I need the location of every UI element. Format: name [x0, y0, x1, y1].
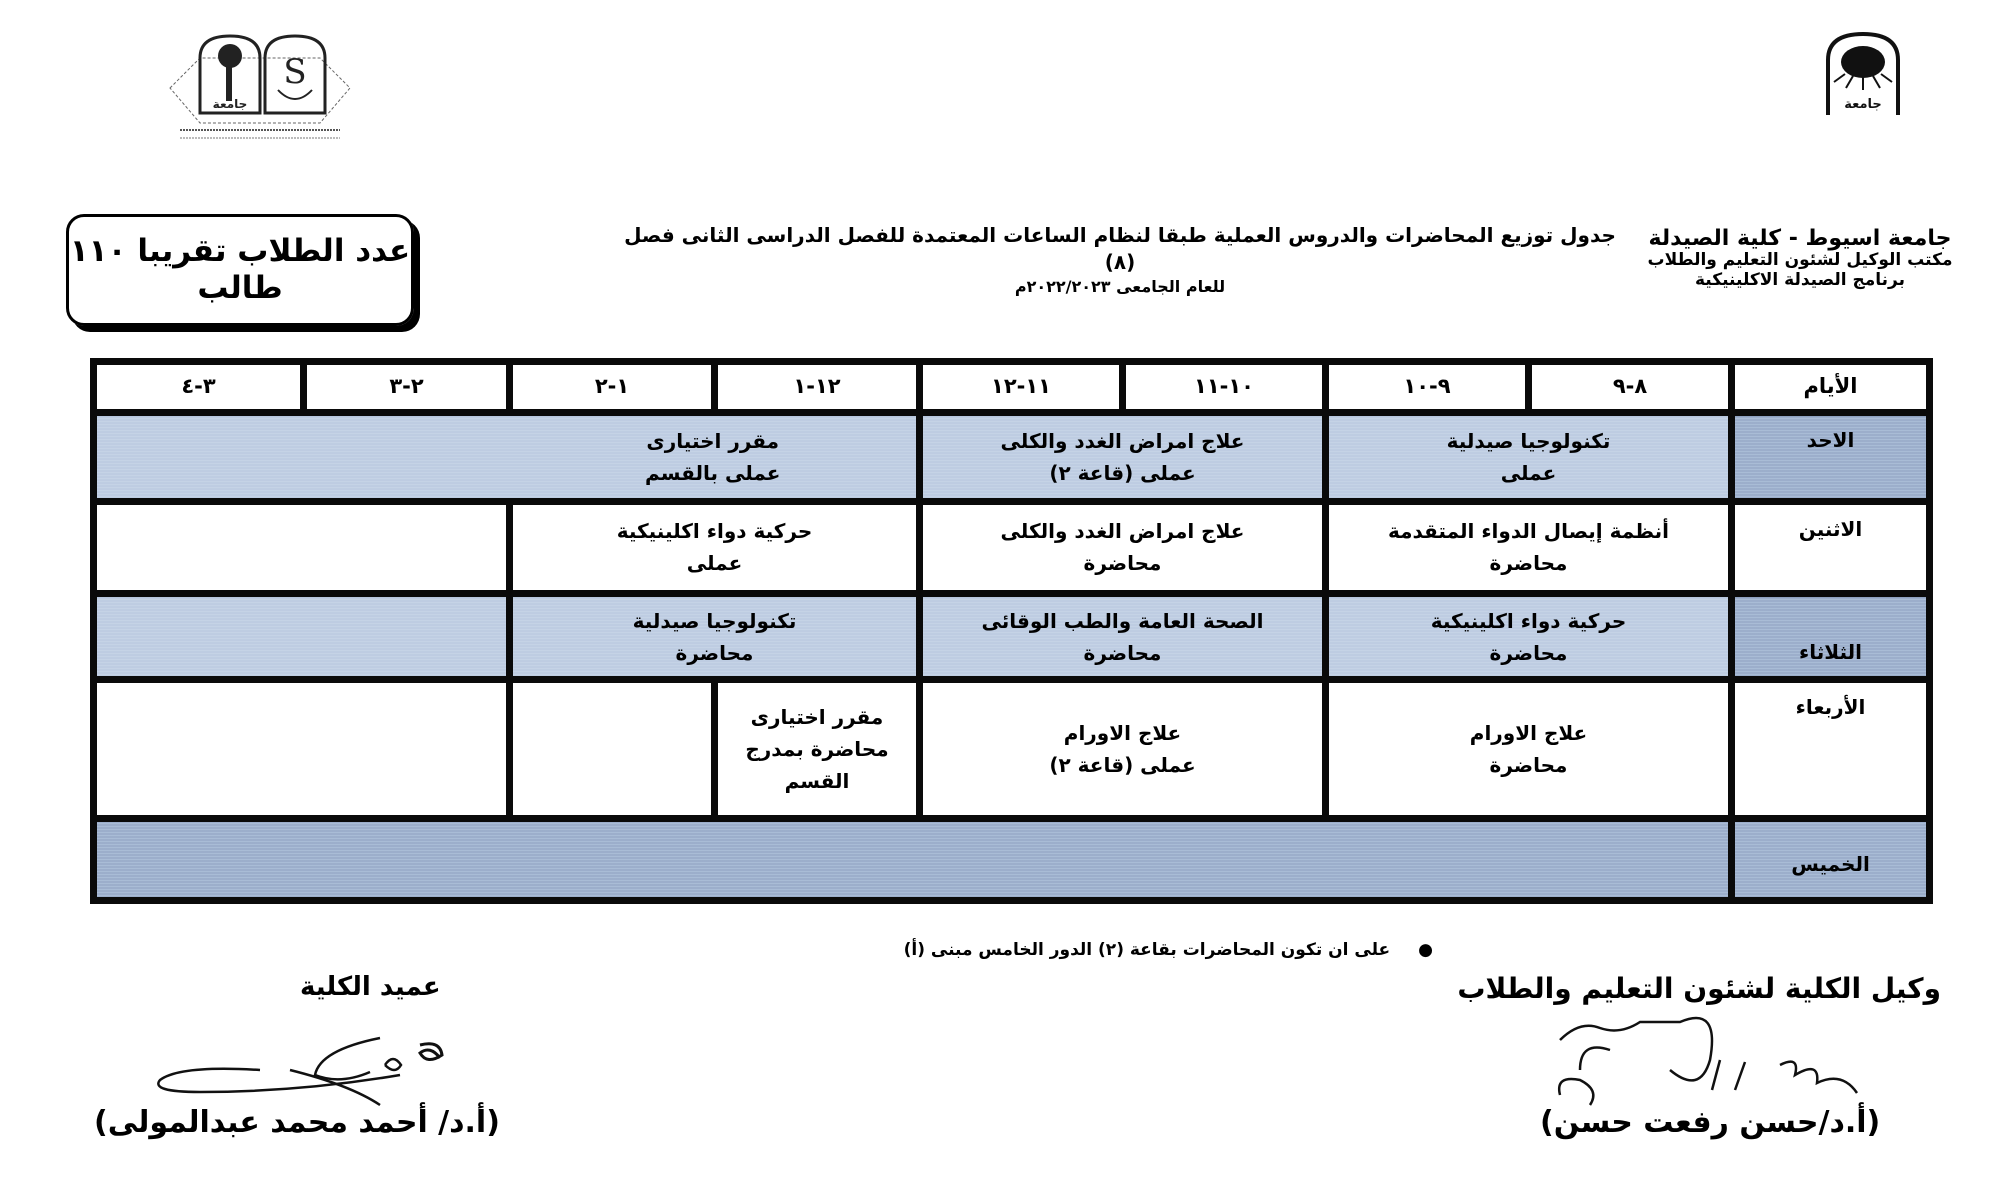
dean-title: عميد الكلية	[300, 972, 441, 1002]
svg-text:S: S	[283, 52, 307, 92]
day-label: الأربعاء	[1732, 680, 1930, 819]
day-label: الخميس	[1732, 819, 1930, 901]
schedule-cell-empty	[94, 819, 1732, 901]
session-type: عملى (قاعة ٢)	[1049, 753, 1196, 778]
course-name: حركية دواء اكلينيكية	[1430, 608, 1627, 633]
slot-header: ٢-٣	[304, 362, 510, 413]
session-type: محاضرة	[1083, 551, 1162, 576]
program-name: برنامج الصيدلة الاكلينيكية	[1694, 269, 1906, 290]
table-header-row	[94, 362, 1930, 413]
table-row-monday	[94, 501, 1930, 593]
days-header: الأيام	[1732, 362, 1930, 413]
slot-header: ٨-٩	[1529, 362, 1732, 413]
course-name: علاج امراض الغدد والكلى	[1000, 519, 1245, 544]
day-label: الاثنين	[1732, 501, 1930, 593]
dean-signature-icon	[140, 1030, 480, 1110]
footnote-text: على ان تكون المحاضرات بقاعة (٢) الدور الخامس مبنى (أ)	[903, 940, 1391, 960]
course-name: علاج الاورام	[1469, 721, 1588, 746]
course-name: حركية دواء اكلينيكية	[616, 519, 813, 544]
session-type: محاضرة بمدرج	[745, 737, 889, 762]
schedule-cell-empty	[510, 680, 715, 819]
footnote	[904, 940, 1433, 960]
student-count-line1: عدد الطلاب تقريبا ١١٠	[69, 232, 411, 269]
schedule-cell	[510, 501, 920, 593]
slot-header: ١٢-١	[715, 362, 920, 413]
session-type: عملى بالقسم	[645, 461, 781, 486]
session-type: محاضرة	[1489, 551, 1568, 576]
university-name: جامعة اسيوط - كلية الصيدلة	[1648, 226, 1952, 251]
course-name: الصحة العامة والطب الوقائى	[981, 608, 1264, 633]
table-row-wednesday	[94, 680, 1930, 819]
schedule-cell	[1326, 413, 1732, 501]
bullet-icon: ●	[1418, 940, 1433, 960]
university-logo	[1818, 30, 1908, 118]
schedule-cell-empty	[94, 413, 510, 501]
schedule-table	[90, 358, 1933, 904]
svg-text:جامعة: جامعة	[1844, 97, 1882, 112]
session-location: القسم	[784, 769, 850, 794]
day-label: الثلاثاء	[1732, 594, 1930, 680]
vice-dean-title: وكيل الكلية لشئون التعليم والطلاب	[1457, 972, 1941, 1005]
schedule-cell	[1326, 501, 1732, 593]
schedule-cell-empty	[94, 680, 510, 819]
slot-header: ٣-٤	[94, 362, 304, 413]
schedule-cell	[715, 680, 920, 819]
institution-header	[1635, 226, 1965, 290]
vice-dean-name: (أ.د/حسن رفعت حسن)	[1540, 1105, 1881, 1140]
schedule-cell-empty	[94, 594, 510, 680]
schedule-cell	[920, 501, 1326, 593]
course-name: أنظمة إيصال الدواء المتقدمة	[1387, 519, 1670, 544]
session-type: محاضرة	[1489, 753, 1568, 778]
slot-header: ١-٢	[510, 362, 715, 413]
course-name: مقرر اختيارى	[750, 705, 884, 730]
course-name: مقرر اختيارى	[646, 429, 780, 454]
session-type: محاضرة	[675, 640, 754, 665]
slot-header: ١٠-١١	[1123, 362, 1326, 413]
svg-text:جامعة: جامعة	[212, 97, 248, 111]
table-row-sunday	[94, 413, 1930, 501]
schedule-cell	[1326, 680, 1732, 819]
dean-name: (أ.د/ أحمد محمد عبدالمولى)	[94, 1105, 500, 1140]
course-name: تكنولوجيا صيدلية	[632, 608, 797, 633]
session-type: محاضرة	[1083, 640, 1162, 665]
session-type: محاضرة	[1489, 640, 1568, 665]
schedule-cell-empty	[94, 501, 510, 593]
schedule-cell	[510, 594, 920, 680]
course-name: علاج الاورام	[1063, 721, 1182, 746]
table-row-tuesday	[94, 594, 1930, 680]
course-name: تكنولوجيا صيدلية	[1446, 429, 1611, 454]
student-count-box	[66, 214, 414, 326]
session-type: عملى	[1500, 461, 1557, 486]
schedule-cell	[920, 594, 1326, 680]
student-count-line2: طالب	[197, 270, 283, 306]
faculty-seal-logo	[160, 28, 360, 146]
day-label: الاحد	[1732, 413, 1930, 501]
document-title	[620, 222, 1620, 298]
session-type: عملى (قاعة ٢)	[1049, 461, 1196, 486]
session-type: عملى	[686, 551, 743, 576]
schedule-cell	[920, 413, 1326, 501]
schedule-cell	[1326, 594, 1732, 680]
schedule-title: جدول توزيع المحاضرات والدروس العملية طبقا لنظام الساعات المعتمدة للفصل الدراسى الثانى فصل (٨)	[624, 223, 1616, 274]
course-name: علاج امراض الغدد والكلى	[1000, 429, 1245, 454]
slot-header: ٩-١٠	[1326, 362, 1529, 413]
vice-dean-signature-icon	[1540, 1010, 1900, 1115]
table-row-thursday	[94, 819, 1930, 901]
schedule-cell	[510, 413, 920, 501]
slot-header: ١١-١٢	[920, 362, 1123, 413]
academic-year: للعام الجامعى ٢٠٢٢/٢٠٢٣م	[1014, 277, 1226, 296]
office-name: مكتب الوكيل لشئون التعليم والطلاب	[1647, 250, 1953, 271]
schedule-cell	[920, 680, 1326, 819]
